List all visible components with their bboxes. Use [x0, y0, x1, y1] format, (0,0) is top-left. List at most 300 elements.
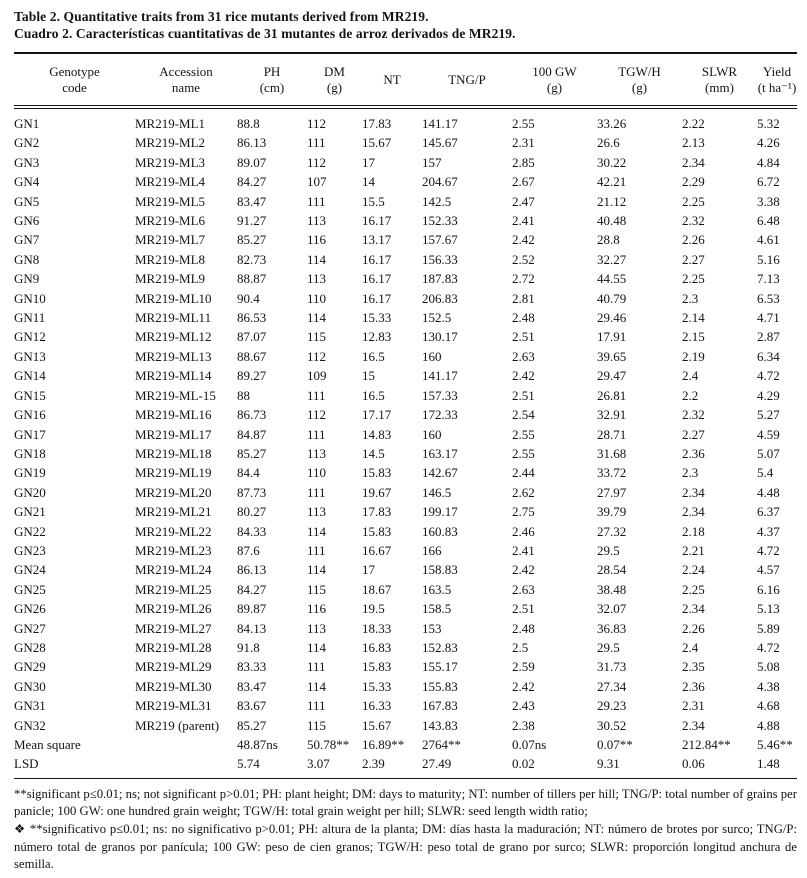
- cell-gw-100: 2.47: [512, 193, 535, 209]
- table-row: [14, 638, 797, 657]
- cell-dm: 111: [307, 698, 326, 714]
- cell-tgw-h: 29.5: [597, 639, 620, 655]
- cell-tgw-h: 31.73: [597, 659, 627, 675]
- cell-slwr: 2.34: [682, 484, 705, 500]
- cell-dm: 113: [307, 504, 327, 520]
- cell-dm: 116: [307, 232, 327, 248]
- cell-genotype-code: GN17: [14, 426, 46, 442]
- table-row: [14, 308, 797, 327]
- cell-accession-name: MR219-ML30: [135, 678, 212, 694]
- cell-gw-100: 2.31: [512, 135, 535, 151]
- cell-yield: 6.48: [757, 213, 780, 229]
- table-row: [14, 230, 797, 249]
- cell-dm: 112: [307, 348, 327, 364]
- cell-tng-p: 157.67: [422, 232, 458, 248]
- cell-yield: 3.38: [757, 193, 780, 209]
- cell-ph: 48.87ns: [237, 737, 278, 752]
- cell-accession-name: MR219-ML23: [135, 542, 212, 558]
- cell-gw-100: 2.42: [512, 562, 535, 578]
- cell-genotype-code: GN8: [14, 251, 40, 267]
- cell-accession-name: MR219-ML17: [135, 426, 212, 442]
- table-title-en: Table 2. Quantitative traits from 31 rice mutants derived from MR219.: [14, 9, 429, 24]
- cell-slwr: 2.14: [682, 310, 705, 326]
- table-row: [14, 677, 797, 696]
- cell-yield: 5.13: [757, 601, 780, 617]
- cell-nt: 16.17: [362, 213, 392, 229]
- cell-yield: 5.08: [757, 659, 780, 675]
- cell-tgw-h: 40.79: [597, 290, 627, 306]
- cell-tng-p: 167.83: [422, 698, 458, 714]
- cell-ph: 83.67: [237, 698, 267, 714]
- cell-genotype-code: GN31: [14, 698, 46, 714]
- cell-accession-name: MR219-ML2: [135, 135, 206, 151]
- cell-ph: 84.27: [237, 174, 267, 190]
- cell-slwr: 2.36: [682, 445, 705, 461]
- cell-tng-p: 152.33: [422, 213, 458, 229]
- cell-tgw-h: 27.32: [597, 523, 627, 539]
- column-header-gw-100: 100 GW (g): [512, 53, 597, 107]
- cell-nt: 16.83: [362, 639, 392, 655]
- cell-accession-name: MR219-ML25: [135, 581, 212, 597]
- cell-yield: 6.34: [757, 348, 780, 364]
- cell-accession-name: MR219-ML14: [135, 368, 212, 384]
- cell-tgw-h: 39.79: [597, 504, 627, 520]
- cell-ph: 89.07: [237, 154, 267, 170]
- cell-genotype-code: GN7: [14, 232, 40, 248]
- cell-yield: 4.59: [757, 426, 780, 442]
- table-row: [14, 211, 797, 230]
- cell-genotype-code: GN27: [14, 620, 46, 636]
- cell-tng-p: 153: [422, 620, 442, 636]
- cell-ph: 86.13: [237, 135, 267, 151]
- cell-dm: 113: [307, 620, 327, 636]
- table-row: [14, 541, 797, 560]
- table-row: [14, 153, 797, 172]
- cell-slwr: 2.34: [682, 504, 705, 520]
- cell-slwr: 2.32: [682, 213, 705, 229]
- table-row: [14, 172, 797, 191]
- table-row: [14, 696, 797, 715]
- cell-genotype-code: GN30: [14, 678, 46, 694]
- cell-nt: 16.67: [362, 542, 392, 558]
- cell-genotype-code: GN25: [14, 581, 46, 597]
- column-header-tgw-h: TGW/H (g): [597, 53, 682, 107]
- cell-gw-100: 2.55: [512, 426, 535, 442]
- cell-yield: 5.46**: [757, 737, 793, 752]
- cell-genotype-code: LSD: [14, 756, 39, 772]
- cell-slwr: 2.19: [682, 348, 705, 364]
- cell-accession-name: MR219-ML28: [135, 639, 212, 655]
- cell-tng-p: 157: [422, 154, 442, 170]
- cell-tgw-h: 44.55: [597, 271, 627, 287]
- cell-gw-100: 2.67: [512, 174, 535, 190]
- cell-dm: 50.78**: [307, 737, 350, 752]
- cell-slwr: 2.24: [682, 562, 705, 578]
- cell-tgw-h: 38.48: [597, 581, 627, 597]
- cell-yield: 4.38: [757, 678, 780, 694]
- cell-dm: 114: [307, 251, 327, 267]
- cell-nt: 15.33: [362, 310, 392, 326]
- table-row: [14, 599, 797, 618]
- cell-ph: 84.33: [237, 523, 267, 539]
- cell-tng-p: 160: [422, 426, 442, 442]
- cell-ph: 84.4: [237, 465, 260, 481]
- table-caption-block: [14, 8, 797, 42]
- cell-yield: 7.13: [757, 271, 780, 287]
- cell-genotype-code: GN13: [14, 348, 46, 364]
- cell-ph: 85.27: [237, 232, 267, 248]
- cell-accession-name: MR219-ML10: [135, 290, 212, 306]
- cell-dm: 111: [307, 484, 326, 500]
- cell-gw-100: 2.63: [512, 348, 535, 364]
- cell-genotype-code: GN3: [14, 154, 40, 170]
- cell-tng-p: 163.5: [422, 581, 452, 597]
- cell-genotype-code: GN21: [14, 504, 46, 520]
- cell-tng-p: 142.67: [422, 465, 458, 481]
- cell-tgw-h: 28.54: [597, 562, 627, 578]
- cell-accession-name: MR219-ML24: [135, 562, 212, 578]
- cell-gw-100: 2.72: [512, 271, 535, 287]
- cell-nt: 18.67: [362, 581, 392, 597]
- cell-ph: 83.33: [237, 659, 267, 675]
- cell-tgw-h: 33.26: [597, 116, 627, 131]
- cell-tgw-h: 33.72: [597, 465, 627, 481]
- column-header-slwr: SLWR (mm): [682, 53, 757, 107]
- cell-tgw-h: 30.52: [597, 717, 627, 733]
- cell-yield: 5.16: [757, 251, 780, 267]
- cell-gw-100: 2.51: [512, 601, 535, 617]
- footnote-es: ❖ **significativo p≤0.01; ns: no significativo p>0.01; PH: altura de la planta; DM: días hasta la maduración; NT: número de brotes por surco; TNG/P: número total de granos por panícula; 100 GW: peso de cien granos; TGW/H: peso total de grano por surco; SLWR: proporción longitud anchura de semilla.: [14, 822, 797, 872]
- cell-dm: 115: [307, 581, 327, 597]
- cell-yield: 4.88: [757, 717, 780, 733]
- cell-tgw-h: 36.83: [597, 620, 627, 636]
- cell-slwr: 2.3: [682, 290, 699, 306]
- cell-nt: 16.33: [362, 698, 392, 714]
- column-header-dm: DM (g): [307, 53, 362, 107]
- cell-tgw-h: 32.27: [597, 251, 627, 267]
- cell-accession-name: MR219-ML13: [135, 348, 212, 364]
- column-header-tng-p: TNG/P: [422, 53, 512, 107]
- cell-slwr: 2.27: [682, 426, 705, 442]
- cell-dm: 113: [307, 271, 327, 287]
- cell-dm: 112: [307, 154, 327, 170]
- cell-gw-100: 2.41: [512, 213, 535, 229]
- cell-tng-p: 152.5: [422, 310, 452, 326]
- cell-ph: 88.8: [237, 116, 260, 131]
- cell-gw-100: 2.52: [512, 251, 535, 267]
- cell-tng-p: 142.5: [422, 193, 452, 209]
- cell-tgw-h: 32.91: [597, 407, 627, 423]
- cell-nt: 2.39: [362, 756, 385, 772]
- cell-dm: 112: [307, 116, 327, 131]
- cell-accession-name: MR219-ML16: [135, 407, 212, 423]
- cell-genotype-code: GN15: [14, 387, 46, 403]
- cell-slwr: 2.22: [682, 116, 705, 131]
- cell-slwr: 2.26: [682, 620, 705, 636]
- cell-genotype-code: GN22: [14, 523, 46, 539]
- table-row: [14, 502, 797, 521]
- cell-accession-name: MR219-ML5: [135, 193, 206, 209]
- cell-dm: 114: [307, 678, 327, 694]
- table-row: [14, 386, 797, 405]
- table-row: [14, 327, 797, 346]
- cell-tgw-h: 26.81: [597, 387, 627, 403]
- table-row: [14, 425, 797, 444]
- table-body: [14, 107, 797, 778]
- cell-nt: 17: [362, 562, 375, 578]
- table-row: [14, 735, 797, 754]
- cell-genotype-code: GN10: [14, 290, 46, 306]
- cell-dm: 3.07: [307, 756, 330, 772]
- cell-dm: 110: [307, 290, 327, 306]
- cell-gw-100: 2.46: [512, 523, 535, 539]
- cell-slwr: 2.31: [682, 698, 705, 714]
- cell-ph: 88.87: [237, 271, 267, 287]
- cell-tng-p: 152.83: [422, 639, 458, 655]
- cell-genotype-code: GN20: [14, 484, 46, 500]
- table-row: [14, 657, 797, 676]
- cell-yield: 5.4: [757, 465, 774, 481]
- cell-slwr: 2.29: [682, 174, 705, 190]
- cell-tgw-h: 29.47: [597, 368, 627, 384]
- cell-gw-100: 2.42: [512, 678, 535, 694]
- cell-yield: 1.48: [757, 756, 780, 772]
- cell-dm: 111: [307, 542, 326, 558]
- table-title-es: Cuadro 2. Características cuantitativas de 31 mutantes de arroz derivados de MR219.: [14, 26, 516, 41]
- cell-tng-p: 160: [422, 348, 442, 364]
- table-header: [14, 53, 797, 107]
- cell-ph: 88.67: [237, 348, 267, 364]
- cell-yield: 6.72: [757, 174, 780, 190]
- cell-accession-name: MR219 (parent): [135, 717, 220, 733]
- cell-gw-100: 2.54: [512, 407, 535, 423]
- cell-slwr: 212.84**: [682, 737, 731, 752]
- cell-genotype-code: GN1: [14, 116, 40, 131]
- cell-ph: 83.47: [237, 193, 267, 209]
- cell-ph: 84.13: [237, 620, 267, 636]
- cell-accession-name: MR219-ML22: [135, 523, 212, 539]
- cell-gw-100: 2.43: [512, 698, 535, 714]
- table-row: [14, 366, 797, 385]
- table-row: [14, 269, 797, 288]
- cell-tgw-h: 26.6: [597, 135, 620, 151]
- cell-gw-100: 2.81: [512, 290, 535, 306]
- cell-slwr: 2.32: [682, 407, 705, 423]
- cell-yield: 5.07: [757, 445, 780, 461]
- cell-nt: 15.83: [362, 465, 392, 481]
- cell-dm: 111: [307, 426, 326, 442]
- cell-genotype-code: GN6: [14, 213, 40, 229]
- column-header-yield: Yield (t ha⁻¹): [757, 53, 797, 107]
- cell-tng-p: 146.5: [422, 484, 452, 500]
- cell-accession-name: MR219-ML20: [135, 484, 212, 500]
- cell-accession-name: MR219-ML12: [135, 329, 212, 345]
- cell-nt: 16.89**: [362, 737, 405, 752]
- cell-nt: 16.17: [362, 290, 392, 306]
- cell-tgw-h: 28.71: [597, 426, 627, 442]
- table-row: [14, 405, 797, 424]
- cell-genotype-code: GN32: [14, 717, 46, 733]
- cell-accession-name: MR219-ML11: [135, 310, 212, 326]
- cell-ph: 87.73: [237, 484, 267, 500]
- cell-genotype-code: GN18: [14, 445, 46, 461]
- cell-genotype-code: GN2: [14, 135, 40, 151]
- cell-slwr: 2.35: [682, 659, 705, 675]
- cell-nt: 16.17: [362, 251, 392, 267]
- cell-genotype-code: GN29: [14, 659, 46, 675]
- cell-slwr: 2.4: [682, 368, 699, 384]
- table-row: [14, 560, 797, 579]
- cell-genotype-code: GN16: [14, 407, 46, 423]
- cell-gw-100: 2.42: [512, 232, 535, 248]
- cell-genotype-code: GN23: [14, 542, 46, 558]
- cell-tng-p: 160.83: [422, 523, 458, 539]
- cell-genotype-code: GN12: [14, 329, 46, 345]
- cell-tgw-h: 39.65: [597, 348, 627, 364]
- cell-yield: 4.48: [757, 484, 780, 500]
- cell-accession-name: MR219-ML1: [135, 116, 206, 131]
- cell-yield: 4.68: [757, 698, 780, 714]
- cell-nt: 16.17: [362, 271, 392, 287]
- cell-accession-name: MR219-ML-15: [135, 387, 216, 403]
- cell-tgw-h: 29.46: [597, 310, 627, 326]
- cell-accession-name: [135, 754, 237, 778]
- cell-slwr: 2.34: [682, 154, 705, 170]
- cell-yield: 5.32: [757, 116, 780, 131]
- cell-gw-100: 2.51: [512, 329, 535, 345]
- cell-ph: 5.74: [237, 756, 260, 772]
- table-row: [14, 192, 797, 211]
- cell-gw-100: 0.02: [512, 756, 535, 772]
- cell-nt: 16.5: [362, 348, 385, 364]
- cell-slwr: 2.36: [682, 678, 705, 694]
- cell-slwr: 2.34: [682, 601, 705, 617]
- cell-nt: 18.33: [362, 620, 392, 636]
- cell-gw-100: 2.55: [512, 116, 535, 131]
- cell-tgw-h: 30.22: [597, 154, 627, 170]
- cell-accession-name: [135, 735, 237, 754]
- cell-yield: 4.57: [757, 562, 780, 578]
- cell-gw-100: 2.63: [512, 581, 535, 597]
- cell-gw-100: 2.48: [512, 310, 535, 326]
- cell-dm: 114: [307, 562, 327, 578]
- column-header-ph: PH (cm): [237, 53, 307, 107]
- cell-dm: 114: [307, 639, 327, 655]
- cell-tng-p: 145.67: [422, 135, 458, 151]
- cell-yield: 5.89: [757, 620, 780, 636]
- table-row: [14, 444, 797, 463]
- cell-nt: 15.83: [362, 523, 392, 539]
- header-row: [14, 53, 797, 107]
- cell-tgw-h: 27.97: [597, 484, 627, 500]
- cell-tng-p: 163.17: [422, 445, 458, 461]
- cell-gw-100: 2.42: [512, 368, 535, 384]
- cell-accession-name: MR219-ML27: [135, 620, 212, 636]
- cell-nt: 15.33: [362, 678, 392, 694]
- cell-slwr: 2.27: [682, 251, 705, 267]
- column-header-genotype-code: Genotype code: [14, 53, 135, 107]
- cell-yield: 5.27: [757, 407, 780, 423]
- cell-ph: 91.8: [237, 639, 260, 655]
- cell-ph: 87.6: [237, 542, 260, 558]
- cell-genotype-code: GN19: [14, 465, 46, 481]
- cell-accession-name: MR219-ML19: [135, 465, 212, 481]
- footnote-en: **significant p≤0.01; ns; not significant p>0.01; PH: plant height; DM: days to maturity; NT: number of tillers per hill; TNG/P: total number of grains per panicle; 100 GW: one hundred grain weight; TGW/H: total grain weight per hill; SLWR: seed length width ratio;: [14, 786, 797, 819]
- footnote-block: [14, 786, 797, 874]
- cell-ph: 86.53: [237, 310, 267, 326]
- cell-tng-p: 206.83: [422, 290, 458, 306]
- table-row: [14, 347, 797, 366]
- cell-ph: 88: [237, 387, 250, 403]
- cell-tng-p: 141.17: [422, 368, 458, 384]
- cell-genotype-code: GN9: [14, 271, 40, 287]
- cell-tng-p: 27.49: [422, 756, 452, 772]
- cell-nt: 15.83: [362, 659, 392, 675]
- cell-ph: 87.07: [237, 329, 267, 345]
- cell-yield: 4.84: [757, 154, 780, 170]
- cell-yield: 4.29: [757, 387, 780, 403]
- cell-gw-100: 0.07ns: [512, 737, 547, 752]
- cell-genotype-code: GN26: [14, 601, 46, 617]
- cell-slwr: 2.4: [682, 639, 699, 655]
- cell-slwr: 2.18: [682, 523, 705, 539]
- cell-slwr: 2.3: [682, 465, 699, 481]
- cell-ph: 84.27: [237, 581, 267, 597]
- cell-gw-100: 2.48: [512, 620, 535, 636]
- cell-nt: 13.17: [362, 232, 392, 248]
- cell-dm: 113: [307, 445, 327, 461]
- cell-tgw-h: 21.12: [597, 193, 627, 209]
- cell-slwr: 2.21: [682, 542, 705, 558]
- cell-genotype-code: GN11: [14, 310, 46, 326]
- cell-ph: 82.73: [237, 251, 267, 267]
- table-row: [14, 483, 797, 502]
- quantitative-traits-table: [14, 52, 797, 779]
- cell-accession-name: MR219-ML29: [135, 659, 212, 675]
- cell-ph: 84.87: [237, 426, 267, 442]
- cell-yield: 4.37: [757, 523, 780, 539]
- column-header-nt: NT: [362, 53, 422, 107]
- cell-slwr: 2.26: [682, 232, 705, 248]
- cell-dm: 107: [307, 174, 327, 190]
- cell-genotype-code: GN28: [14, 639, 46, 655]
- cell-slwr: 2.25: [682, 581, 705, 597]
- cell-gw-100: 2.75: [512, 504, 535, 520]
- cell-dm: 111: [307, 135, 326, 151]
- cell-accession-name: MR219-ML18: [135, 445, 212, 461]
- cell-accession-name: MR219-ML31: [135, 698, 212, 714]
- table-row: [14, 522, 797, 541]
- cell-tgw-h: 9.31: [597, 756, 620, 772]
- cell-nt: 15.67: [362, 135, 392, 151]
- table-row: [14, 289, 797, 308]
- cell-tng-p: 130.17: [422, 329, 458, 345]
- cell-dm: 110: [307, 465, 327, 481]
- cell-ph: 86.73: [237, 407, 267, 423]
- cell-nt: 14.83: [362, 426, 392, 442]
- table-row: [14, 619, 797, 638]
- cell-nt: 12.83: [362, 329, 392, 345]
- cell-dm: 114: [307, 523, 327, 539]
- table-row: [14, 580, 797, 599]
- cell-gw-100: 2.38: [512, 717, 535, 733]
- cell-ph: 89.27: [237, 368, 267, 384]
- cell-nt: 17.17: [362, 407, 392, 423]
- cell-dm: 111: [307, 193, 326, 209]
- cell-tng-p: 172.33: [422, 407, 458, 423]
- cell-dm: 111: [307, 387, 326, 403]
- cell-genotype-code: Mean square: [14, 737, 81, 752]
